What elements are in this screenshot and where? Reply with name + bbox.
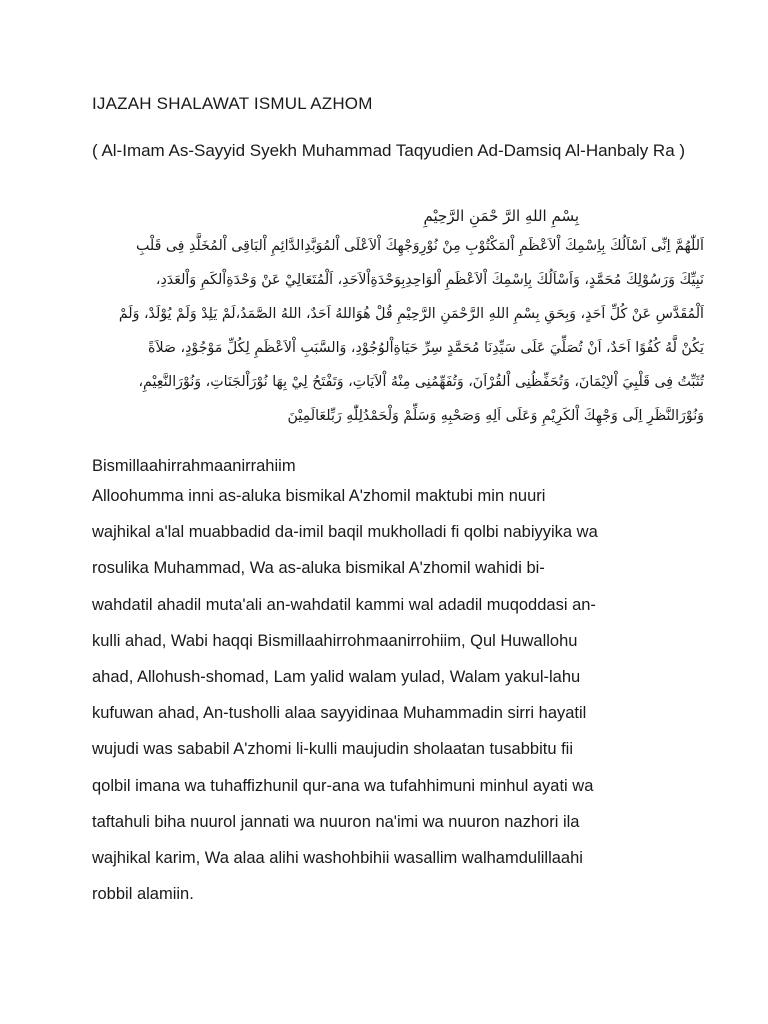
arabic-line: تُثَبِّتُ فِى قَلْبِيَ اْلاِيْمَانَ، وَتُحَفِّظُنِى اْلقُرْاَنَ، وَتُفَهِّمُنِى مِنْهُ اْلاَيَاتِ، وَتَفْتَحُ لِيْ بِهَا نُوْرَاْلجَنَاتِ، وَنُوْرَالنَّعِيْمِ، bbox=[138, 374, 704, 390]
arabic-line: وَنُوْرَالنَّظَرِ اِلَى وَجْهِكَ اْلكَرِيْمِ وَعَلَى اَلِهِ وَصَحْبِهِ وَسَلِّمْ وَلْحَمْدُلِلّٰهِ رَبِّلعَالَمِيْنَ bbox=[287, 408, 704, 424]
arabic-basmala: بِسْمِ اللهِ الرَّ حْمَنِ الرَّحِيْمِ bbox=[423, 207, 579, 225]
document-subtitle: ( Al-Imam As-Sayyid Syekh Muhammad Taqyudien Ad-Damsiq Al-Hanbaly Ra ) bbox=[92, 141, 686, 160]
arabic-line: نَبِيِّكَ وَرَسُوْلِكَ مُحَمَّدٍ، وَاَسْاَلُكَ بِاِسْمِكَ اْلاَعْظَمِ اْلوَاحِدِبِوَحْدَةِاْلاَحَدِ، اَلْمُتَعَالِيْ عَنْ وَحْدَةِاْلكَمِ وَاْلعَدَدِ، bbox=[155, 272, 704, 288]
latin-line: kulli ahad, Wabi haqqi Bismillaahirrohmaanirrohiim, Qul Huwallohu bbox=[92, 631, 578, 650]
arabic-text-block bbox=[92, 203, 704, 433]
arabic-line: اَللّٰهُمَّ اِنِّى اَسْاَلُكَ بِاِسْمِكَ اْلاَعْظَمِ اْلمَكْتُوْبِ مِنْ نُوْرِوَجْهِكَ اْلاَعْلَى اْلمُوَبَّدِالدَّائِمِ اْلبَاقِى اْلمُخَلَّدِ فِى قَلْبِ bbox=[135, 238, 704, 254]
document-title: IJAZAH SHALAWAT ISMUL AZHOM bbox=[92, 94, 373, 113]
latin-line: wujudi was sababil A'zhomi li-kulli maujudin sholaatan tusabbitu fii bbox=[92, 740, 573, 759]
latin-line: Alloohumma inni as-aluka bismikal A'zhomil maktubi min nuuri bbox=[92, 487, 546, 505]
latin-line: wahdatil ahadil muta'ali an-wahdatil kammi wal adadil muqoddasi an- bbox=[92, 595, 596, 614]
latin-transliteration bbox=[92, 478, 692, 912]
latin-line: qolbil imana wa tuhaffizhunil qur-ana wa tufahhimuni minhul ayati wa bbox=[92, 776, 594, 795]
latin-line: kufuwan ahad, An-tusholli alaa sayyidinaa Muhammadin sirri hayatil bbox=[92, 704, 587, 723]
arabic-line: يَكُنْ لَّهُ كُفُوًا اَحَدٌ، اَنْ تُصَلِّيَ عَلَى سَيِّدِنَا مُحَمَّدٍ سِرِّ حَيَاةِاْلوُجُوْدِ، وَالسَّبَبِ اْلاَعْظَمِ لِكُلِّ مَوْجُوْدٍ، صَلاَةً bbox=[148, 340, 704, 356]
latin-line: robbil alamiin. bbox=[92, 885, 194, 904]
arabic-line: اَلْمُقَدَّسِ عَنْ كُلِّ اَحَدٍ، وَبِحَقِ بِسْمِ اللهِ الرَّحْمَنِ الرَّحِيْمِ قُلْ هُوَاللهُ اَحَدٌ، اللهُ الصَّمَدُ،لَمْ يَلِدْ وَلَمْ يُوْلَدْ، وَلَمْ bbox=[118, 306, 704, 322]
latin-line: taftahuli biha nuurol jannati wa nuuron na'imi wa nuuron nazhori ila bbox=[92, 812, 580, 831]
latin-line: wajhikal a'lal muabbadid da-imil baqil mukholladi fi qolbi nabiyyika wa bbox=[92, 523, 598, 542]
latin-basmala: Bismillaahirrahmaanirrahiim bbox=[92, 457, 296, 475]
latin-line: wajhikal karim, Wa alaa alihi washohbihii wasallim walhamdulillaahi bbox=[92, 849, 583, 868]
latin-line: ahad, Allohush-shomad, Lam yalid walam yulad, Walam yakul-lahu bbox=[92, 668, 581, 687]
latin-line: rosulika Muhammad, Wa as-aluka bismikal A'zhomil wahidi bi- bbox=[92, 559, 545, 578]
